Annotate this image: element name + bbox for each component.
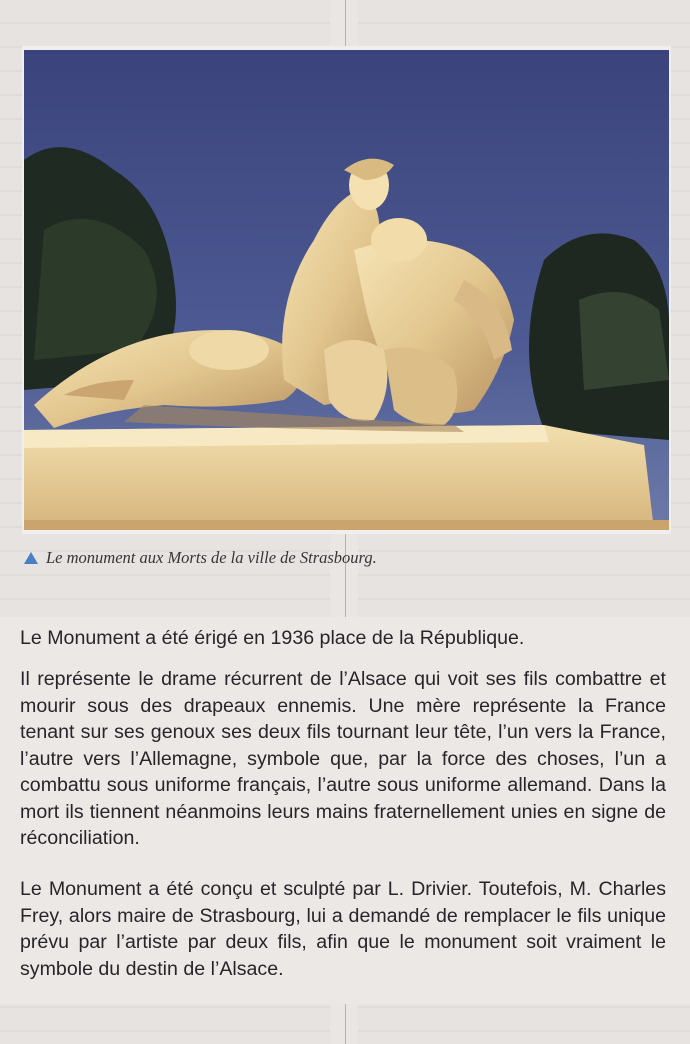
caption-text: Le monument aux Morts de la ville de Strasbourg. [46, 548, 377, 567]
triangle-up-icon [24, 552, 38, 564]
paragraph-1: Le Monument a été érigé en 1936 place de la République. [20, 627, 525, 649]
paragraph-3: Le Monument a été conçu et sculpté par L. Drivier. Toutefois, M. Charles Frey, alors maire de Strasbourg, lui a demandé de remplacer le fils unique prévu par l’artiste par deux fils, afin que le monument soit vraiment le symbole du destin de l’Alsace. [20, 878, 666, 980]
monument-illustration [24, 50, 669, 530]
paragraph-2: Il représente le drame récurrent de l’Alsace qui voit ses fils combattre et mourir sous des drapeaux ennemis. Une mère représente la France tenant sur ses genoux ses deux fils tournant leur tête, l’un vers la France, l’autre vers l’Allemagne, symbole que, par la force des choses, l’un a combattu sous uniforme français, l’autre sous uniforme allemand. Dans la mort ils tiennent néanmoins leurs mains fraternellement unies en signe de réconciliation. [20, 668, 666, 849]
monument-photo [24, 50, 669, 530]
figure-caption [24, 548, 664, 568]
